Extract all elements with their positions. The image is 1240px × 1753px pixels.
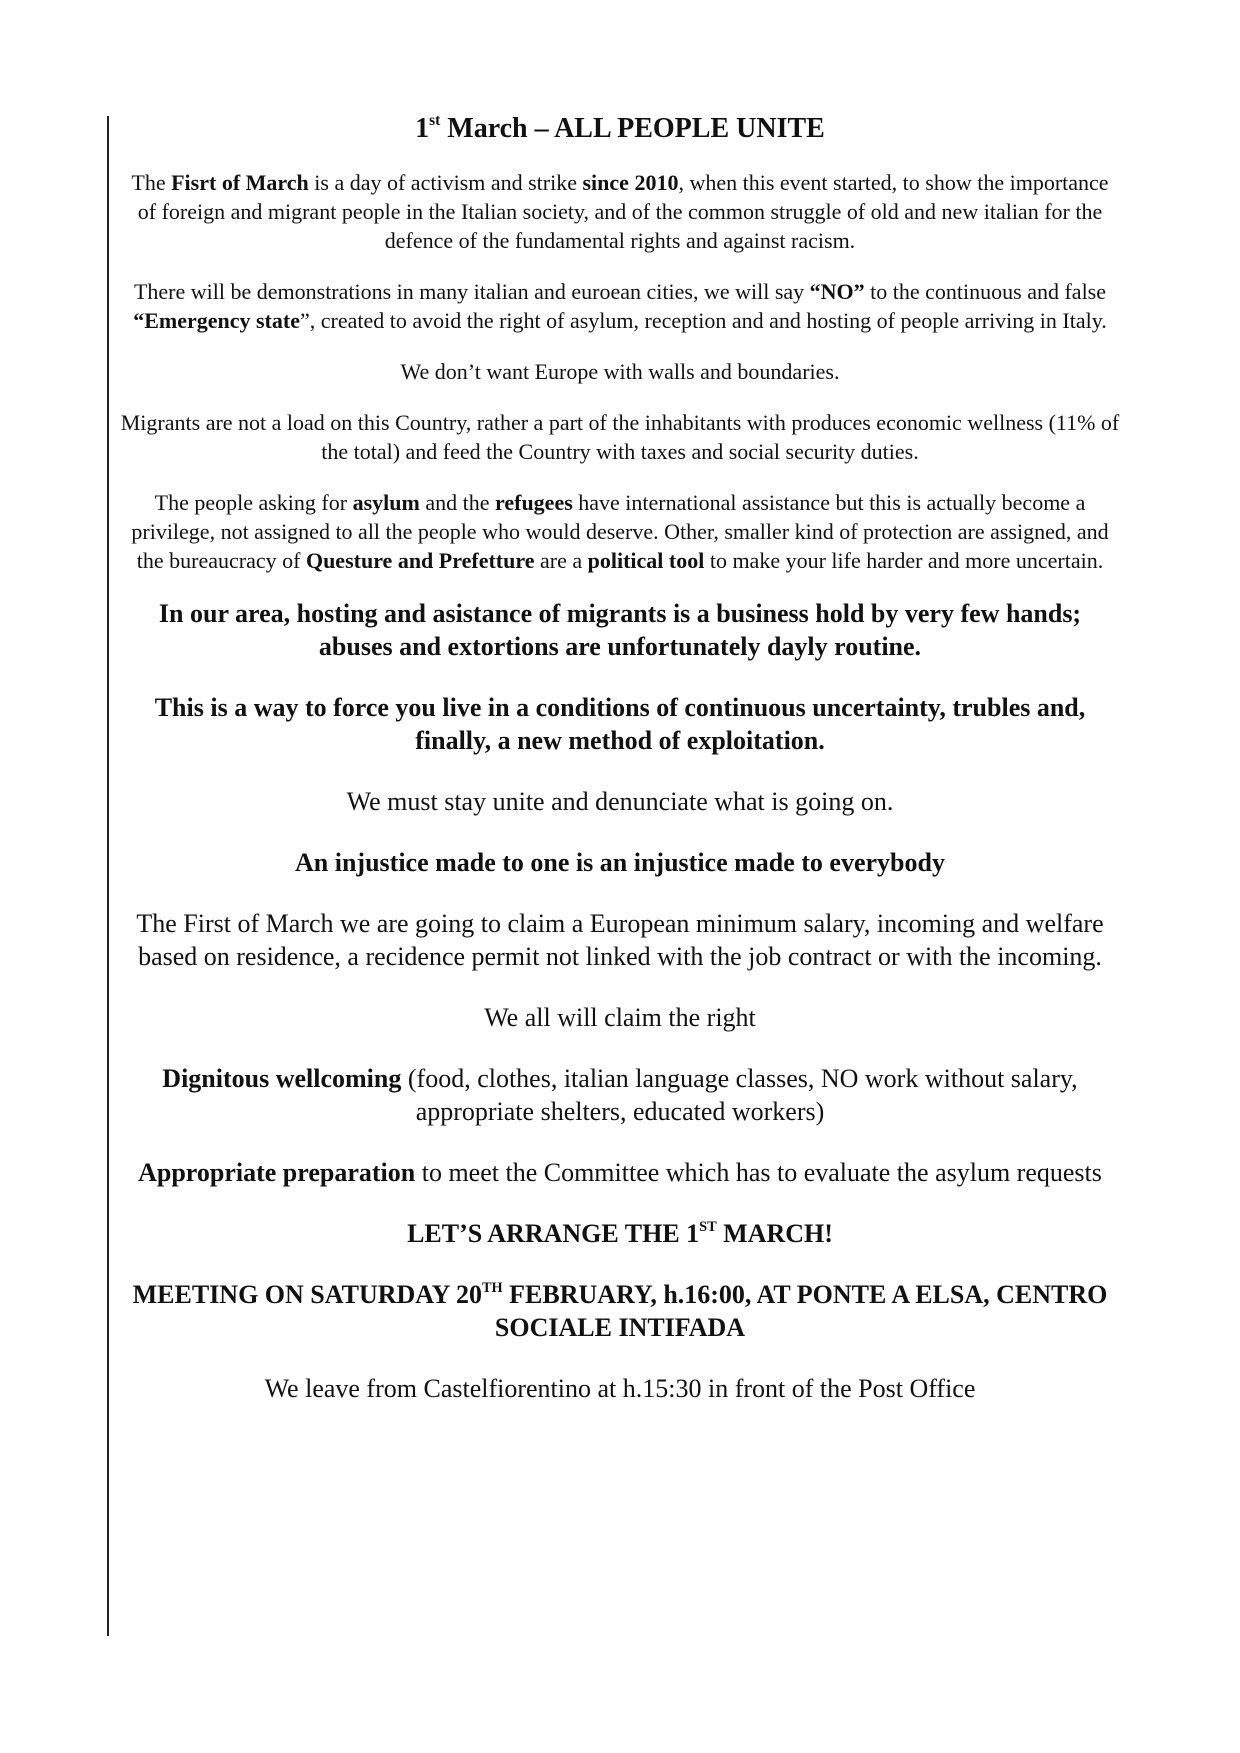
paragraph-walls: We don’t want Europe with walls and boundaries.: [400, 358, 840, 384]
page-title: 1st March – ALL PEOPLE UNITE: [415, 112, 825, 144]
paragraph-migrants: Migrants are not a load on this Country, rather a part of the inhabitants with produces economic wellness (11% of the total) and feed the Country with taxes and social security duties.: [120, 409, 1120, 464]
paragraph-intro: The Fisrt of March is a day of activism and strike since 2010, when this event started, to show the importance of foreign and migrant people in the Italian society, and of the common struggle of old and new italian for the defence of the fundamental rights and against racism.: [131, 169, 1109, 253]
paragraph-asylum: The people asking for asylum and the refugees have international assistance but this is actually become a privilege, not assigned to all the people who would deserve. Other, smaller kind of protection are assigned, and the bureaucracy of Questure and Prefetture are a political tool to make your life harder and more uncertain.: [131, 489, 1109, 573]
margin-line: [107, 116, 109, 1636]
paragraph-right: We all will claim the right: [484, 1002, 756, 1032]
paragraph-demonstrations: There will be demonstrations in many italian and euroean cities, we will say “NO” to the continuous and false “Emergency state”, created to avoid the right of asylum, reception and and hosting of people arriving in Italy.: [133, 278, 1107, 333]
paragraph-meeting: MEETING ON SATURDAY 20TH FEBRUARY, h.16:00, AT PONTE A ELSA, CENTRO SOCIALE INTIFADA: [132, 1279, 1108, 1342]
paragraph-claims: The First of March we are going to claim a European minimum salary, incoming and welfare based on residence, a recidence permit not linked with the job contract or with the incoming.: [136, 908, 1104, 971]
paragraph-injustice: An injustice made to one is an injustice made to everybody: [295, 847, 945, 877]
paragraph-arrange: LET’S ARRANGE THE 1ST MARCH!: [407, 1218, 833, 1248]
paragraph-wellcoming: Dignitous wellcoming (food, clothes, italian language classes, NO work without salary, appropriate shelters, educated workers): [162, 1063, 1078, 1126]
paragraph-business: In our area, hosting and asistance of migrants is a business hold by very few hands; abuses and extortions are unfortunately dayly routine.: [158, 598, 1082, 661]
flyer-content: [120, 112, 1120, 1433]
paragraph-preparation: Appropriate preparation to meet the Committee which has to evaluate the asylum requests: [138, 1157, 1102, 1187]
paragraph-exploitation: This is a way to force you live in a conditions of continuous uncertainty, trubles and, finally, a new method of exploitation.: [154, 692, 1086, 755]
paragraph-unite: We must stay unite and denunciate what is going on.: [346, 786, 894, 816]
paragraph-departure: We leave from Castelfiorentino at h.15:30 in front of the Post Office: [264, 1373, 976, 1403]
